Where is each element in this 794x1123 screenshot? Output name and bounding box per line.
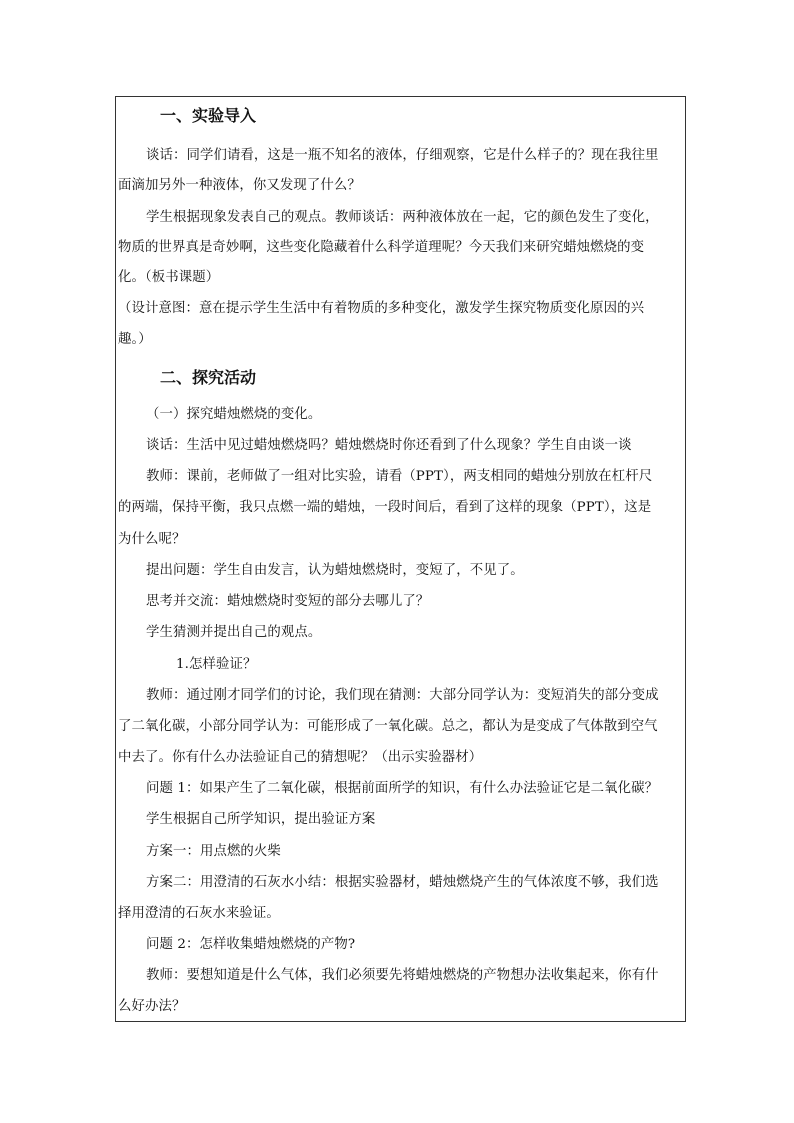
paragraph-line: 谈话：生活中见过蜡烛燃烧吗？蜡烛燃烧时你还看到了什么现象？学生自由谈一谈 [146,438,632,453]
section-heading-inquiry-activity: 二、探究活动 [160,368,257,387]
paragraph-line: 中去了。你有什么办法验证自己的猜想呢？（出示实验器材） [118,750,483,765]
subsection-heading: 1.怎样验证？ [176,657,257,672]
paragraph-line: 思考并交流：蜡烛燃烧时变短的部分去哪儿了？ [146,594,430,609]
paragraph-line: 学生根据自己所学知识，提出验证方案 [146,812,376,827]
paragraph-line: 趣。） [118,332,152,347]
paragraph-line: 面滴加另外一种液体，你又发现了什么？ [118,178,361,193]
paragraph-line: 择用澄清的石灰水来验证。 [118,906,280,921]
section-heading-experiment-intro: 一、实验导入 [160,106,257,125]
paragraph-line: 问题 1：如果产生了二氧化碳，根据前面所学的知识，有什么办法验证它是二氧化碳？ [146,781,659,796]
paragraph-line: 方案二：用澄清的石灰水小结：根据实验器材，蜡烛燃烧产生的气体浓度不够，我们选 [146,875,659,890]
paragraph-line: 为什么呢？ [118,532,186,547]
paragraph-line: 教师：通过刚才同学们的讨论，我们现在猜测：大部分同学认为：变短消失的部分变成 [146,688,659,703]
paragraph-line: 教师：课前，老师做了一组对比实验，请看（PPT），两支相同的蜡烛分别放在杠杆尺 [146,469,653,484]
paragraph-line: 物质的世界真是奇妙啊，这些变化隐藏着什么科学道理呢？今天我们来研究蜡烛燃烧的变 [118,240,645,255]
paragraph-line: 方案一：用点燃的火柴 [146,844,281,859]
paragraph-line: 学生根据现象发表自己的观点。教师谈话：两种液体放在一起，它的颜色发生了变化， [146,210,659,225]
paragraph-line: 么好办法？ [118,999,186,1014]
paragraph-line: 学生猜测并提出自己的观点。 [146,625,322,640]
paragraph-line: 问题 2：怎样收集蜡烛燃烧的产物? [146,937,356,952]
paragraph-line: 教师：要想知道是什么气体，我们必须要先将蜡烛燃烧的产物想办法收集起来，你有什 [146,968,659,983]
paragraph-line: 谈话：同学们请看，这是一瓶不知名的液体，仔细观察，它是什么样子的？现在我往里 [146,148,659,163]
paragraph-line: （设计意图：意在提示学生生活中有着物质的多种变化，激发学生探究物质变化原因的兴 [118,301,645,316]
paragraph-line: （一）探究蜡烛燃烧的变化。 [146,407,322,422]
paragraph-line: 了二氧化碳，小部分同学认为：可能形成了一氧化碳。总之，都认为是变成了气体散到空气 [118,719,658,734]
paragraph-line: 提出问题：学生自由发言，认为蜡烛燃烧时，变短了，不见了。 [146,563,524,578]
paragraph-line: 的两端，保持平衡，我只点燃一端的蜡烛，一段时间后，看到了这样的现象（PPT），这是 [118,500,652,515]
paragraph-line: 化。（板书课题） [118,270,220,285]
